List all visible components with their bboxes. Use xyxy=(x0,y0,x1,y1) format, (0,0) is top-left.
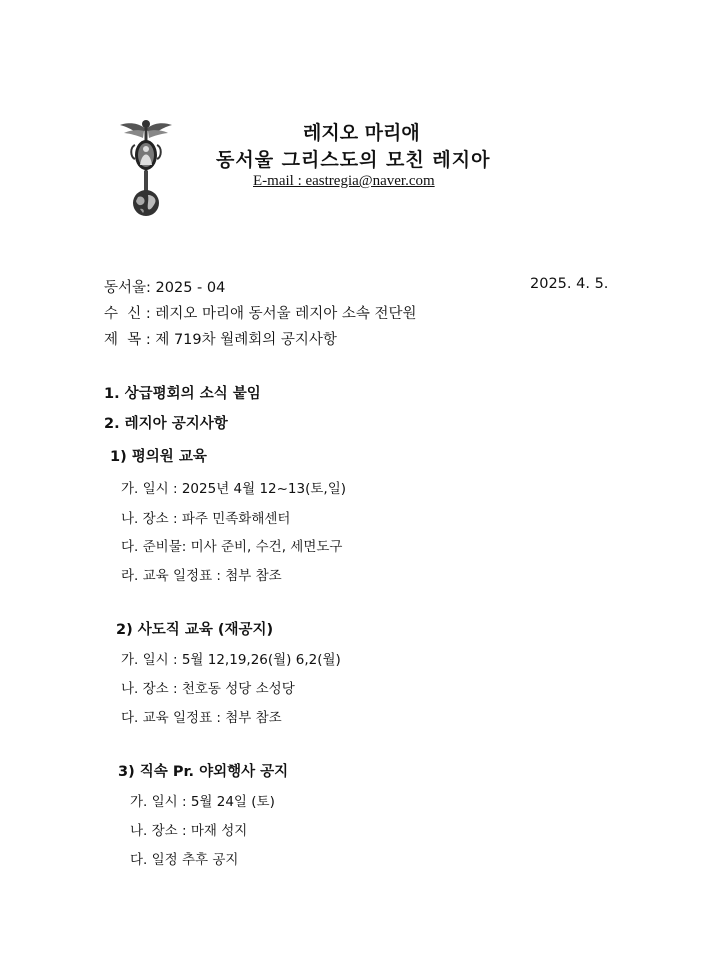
list-item: 다. 교육 일정표 : 첨부 참조 xyxy=(121,710,282,726)
doc-number: 동서울: 2025 - 04 xyxy=(104,280,226,296)
subject-line: 제 목 : 제 719차 월례회의 공지사항 xyxy=(104,332,337,348)
list-item: 가. 일시 : 5월 24일 (토) xyxy=(130,794,275,810)
email-line: E-mail : eastregia@naver.com xyxy=(253,173,435,189)
subsection-heading: 1) 평의원 교육 xyxy=(110,449,207,465)
list-item: 다. 일정 추후 공지 xyxy=(130,852,239,868)
org-name-line2: 동서울 그리스도의 모친 레지아 xyxy=(216,149,491,171)
recipient-line: 수 신 : 레지오 마리애 동서울 레지아 소속 전단원 xyxy=(104,306,417,322)
subsection-heading: 3) 직속 Pr. 야외행사 공지 xyxy=(118,764,289,780)
list-item: 가. 일시 : 5월 12,19,26(월) 6,2(월) xyxy=(121,652,341,668)
list-item: 나. 장소 : 마재 성지 xyxy=(130,823,248,839)
list-item: 라. 교육 일정표 : 첨부 참조 xyxy=(121,568,282,584)
section-heading: 2. 레지아 공지사항 xyxy=(104,416,228,432)
list-item: 나. 장소 : 천호동 성당 소성당 xyxy=(121,681,295,697)
legio-mariae-standard-icon xyxy=(118,115,174,219)
org-name-line1: 레지오 마리애 xyxy=(303,122,420,144)
list-item: 가. 일시 : 2025년 4월 12~13(토,일) xyxy=(121,481,347,497)
section-heading: 1. 상급평회의 소식 붙임 xyxy=(104,386,261,402)
subsection-heading: 2) 사도직 교육 (재공지) xyxy=(116,622,274,638)
list-item: 다. 준비물: 미사 준비, 수건, 세면도구 xyxy=(121,539,343,555)
list-item: 나. 장소 : 파주 민족화해센터 xyxy=(121,511,291,527)
doc-date: 2025. 4. 5. xyxy=(530,276,609,292)
